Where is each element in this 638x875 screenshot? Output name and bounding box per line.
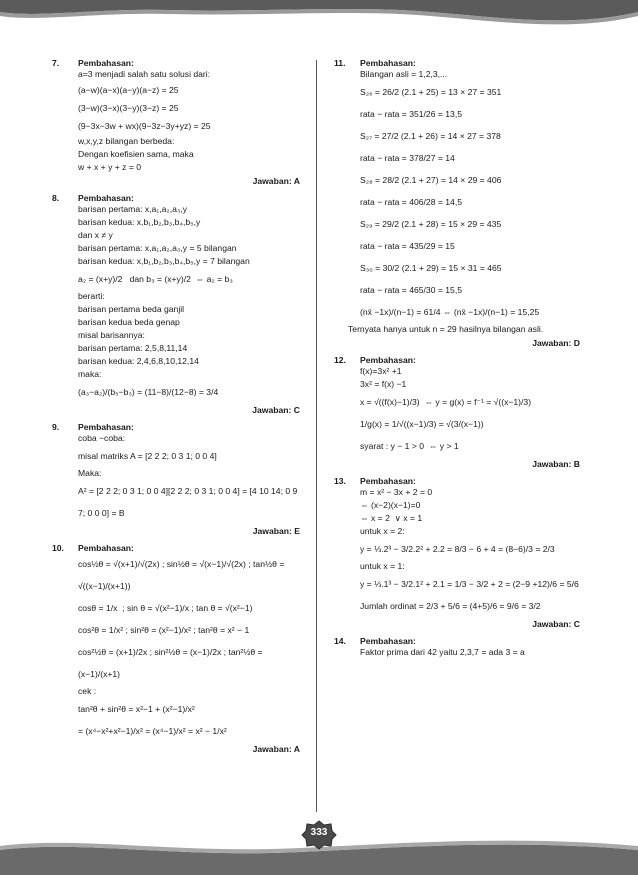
solution-line: barisan kedua: 2,4,6,8,10,12,14	[78, 356, 199, 366]
left-column	[52, 58, 300, 761]
column-divider	[316, 60, 317, 812]
item-number: 8.	[52, 193, 60, 203]
item-title: Pembahasan:	[360, 58, 416, 68]
solution-line: rata − rata = 465/30 = 15,5	[360, 285, 463, 295]
solution-line: untuk x = 2:	[360, 526, 405, 536]
solution-line: Jumlah ordinat = 2/3 + 5/6 = (4+5)/6 = 9/6 = 3/2	[360, 601, 541, 611]
solution-item-8	[52, 193, 300, 415]
solution-line: rata − rata = 378/27 = 14	[360, 153, 455, 163]
solution-line: tan²θ + sin²θ = x²−1 + (x²−1)/x²	[78, 704, 195, 714]
solution-line: misal barisannya:	[78, 330, 145, 340]
solution-line: m = x² − 3x + 2 = 0	[360, 487, 433, 497]
item-title: Pembahasan:	[78, 543, 134, 553]
solution-line: rata − rata = 406/28 = 14,5	[360, 197, 463, 207]
solution-line: Faktor prima dari 42 yaitu 2,3,7 = ada 3 = a	[360, 647, 525, 657]
solution-line: barisan pertama: 2,5,8,11,14	[78, 343, 188, 353]
solution-item-11	[334, 58, 580, 348]
answer-label: Jawaban: D	[532, 338, 580, 348]
item-number: 11.	[334, 58, 346, 68]
solution-item-12	[334, 355, 580, 469]
solution-line: a=3 menjadi salah satu solusi dari:	[78, 69, 211, 79]
solution-line: S₂₇ = 27/2 (2.1 + 26) = 14 × 27 = 378	[360, 131, 501, 141]
solution-line: (nx̄ −1x)/(n−1) = 61/4 ⇔ (nx̄ −1x)/(n−1) = 15,25	[360, 307, 540, 317]
solution-line: (a₃−a₂)/(b₅−b₃) = (11−8)/(12−8) = 3/4	[78, 387, 219, 397]
solution-line: barisan kedua beda genap	[78, 317, 180, 327]
solution-line: coba −coba:	[78, 433, 126, 443]
solution-line: = (x⁴−x²+x²−1)/x² = (x⁴−1)/x² = x² − 1/x²	[78, 726, 227, 736]
item-number: 7.	[52, 58, 60, 68]
item-title: Pembahasan:	[78, 422, 134, 432]
item-number: 9.	[52, 422, 60, 432]
solution-line: A² = [2 2 2; 0 3 1; 0 0 4][2 2 2; 0 3 1; 0 0 4] = [4 10 14; 0 9 7; 0 0 0] = B	[78, 486, 298, 518]
solution-line: Ternyata hanya untuk n = 29 hasilnya bilangan asli.	[348, 324, 544, 334]
answer-label: Jawaban: A	[252, 176, 300, 186]
item-number: 10.	[52, 543, 64, 553]
solution-line: (3−w)(3−x)(3−y)(3−z) = 25	[78, 103, 179, 113]
solution-line: (9−3x−3w + wx)(9−3z−3y+yz) = 25	[78, 121, 211, 131]
solution-line: maka:	[78, 369, 102, 379]
solution-line: a₂ = (x+y)/2 dan b₃ = (x+y)/2 ⇔ a₂ = b₃	[78, 274, 233, 284]
item-number: 14.	[334, 636, 346, 646]
solution-line: dan x ≠ y	[78, 230, 113, 240]
solution-line: S₃₀ = 30/2 (2.1 + 29) = 15 × 31 = 465	[360, 263, 502, 273]
solution-line: barisan pertama: x,a₁,a₂,a₃,y	[78, 204, 188, 214]
item-number: 12.	[334, 355, 346, 365]
solution-line: w + x + y + z = 0	[78, 162, 142, 172]
solution-line: cos²½θ = (x+1)/2x ; sin²½θ = (x−1)/2x ; tan²½θ = (x−1)/(x+1)	[78, 647, 263, 679]
item-number: 13.	[334, 476, 346, 486]
answer-label: Jawaban: C	[252, 405, 300, 415]
solution-line: cos½θ = √(x+1)/√(2x) ; sin½θ = √(x−1)/√(2x) ; tan½θ = √((x−1)/(x+1))	[78, 559, 285, 591]
solution-line: S₂₉ = 29/2 (2.1 + 28) = 15 × 29 = 435	[360, 219, 502, 229]
solution-line: x = √((f(x)−1)/3) ⇔ y = g(x) = f⁻¹ = √((x−1)/3)	[360, 397, 532, 407]
solution-line: cek :	[78, 686, 97, 696]
answer-label: Jawaban: A	[252, 744, 300, 754]
item-title: Pembahasan:	[78, 58, 134, 68]
solution-line: barisan pertama: x,a₁,a₂,a₃,y = 5 bilangan	[78, 243, 237, 253]
solution-item-10	[52, 543, 300, 754]
solution-line: rata − rata = 351/26 = 13,5	[360, 109, 463, 119]
solution-line: barisan pertama beda ganjil	[78, 304, 185, 314]
solution-line: 1/g(x) = 1/√((x−1)/3) = √(3/(x−1))	[360, 419, 484, 429]
solution-line: Dengan koefisien sama, maka	[78, 149, 194, 159]
solution-line: Bilangan asli = 1,2,3,...	[360, 69, 448, 79]
answer-label: Jawaban: C	[532, 619, 580, 629]
answer-label: Jawaban: B	[532, 459, 580, 469]
solution-line: syarat : y − 1 > 0 ⇔ y > 1	[360, 441, 459, 451]
page-number: 333	[310, 827, 328, 838]
answer-label: Jawaban: E	[252, 526, 300, 536]
item-title: Pembahasan:	[78, 193, 134, 203]
solution-item-13	[334, 476, 580, 629]
solution-line: misal matriks A = [2 2 2; 0 3 1; 0 0 4]	[78, 451, 217, 461]
solution-line: S₂₈ = 28/2 (2.1 + 27) = 14 × 29 = 406	[360, 175, 502, 185]
right-column	[334, 58, 580, 666]
solution-line: cosθ = 1/x ; sin θ = √(x²−1)/x ; tan θ = √(x²−1)	[78, 603, 253, 613]
solution-line: f(x)=3x² +1	[360, 366, 402, 376]
solution-line: rata − rata = 435/29 = 15	[360, 241, 455, 251]
solution-line: cos²θ = 1/x² ; sin²θ = (x²−1)/x² ; tan²θ = x² − 1	[78, 625, 250, 635]
solution-line: y = ⅓.1³ − 3/2.1² + 2.1 = 1/3 − 3/2 + 2 = (2−9 +12)/6 = 5/6	[360, 579, 579, 589]
solution-line: w,x,y,z bilangan berbeda:	[78, 136, 175, 146]
solution-line: (a−w)(a−x)(a−y)(a−z) = 25	[78, 85, 179, 95]
solution-line: ⇔ (x−2)(x−1)=0	[360, 500, 421, 510]
solution-item-7	[52, 58, 300, 186]
solution-line: y = ⅓.2³ − 3/2.2² + 2.2 = 8/3 − 6 + 4 = (8−6)/3 = 2/3	[360, 544, 555, 554]
item-title: Pembahasan:	[360, 355, 416, 365]
solution-line: S₂₆ = 26/2 (2.1 + 25) = 13 × 27 = 351	[360, 87, 502, 97]
solution-line: berarti:	[78, 291, 105, 301]
item-title: Pembahasan:	[360, 636, 416, 646]
item-title: Pembahasan:	[360, 476, 416, 486]
header-wave-decoration	[0, 0, 638, 40]
solution-line: barisan kedua: x,b₁,b₂,b₃,b₄,b₅,y	[78, 217, 201, 227]
solution-line: Maka:	[78, 468, 102, 478]
solution-line: untuk x = 1:	[360, 561, 405, 571]
solution-item-9	[52, 422, 300, 536]
solution-item-14	[334, 636, 580, 659]
solution-line: barisan kedua: x,b₁,b₂,b₃,b₄,b₅,y = 7 bilangan	[78, 256, 250, 266]
solution-line: 3x² = f(x) −1	[360, 379, 407, 389]
solution-line: ⇔ x = 2 ∨ x = 1	[360, 513, 423, 523]
